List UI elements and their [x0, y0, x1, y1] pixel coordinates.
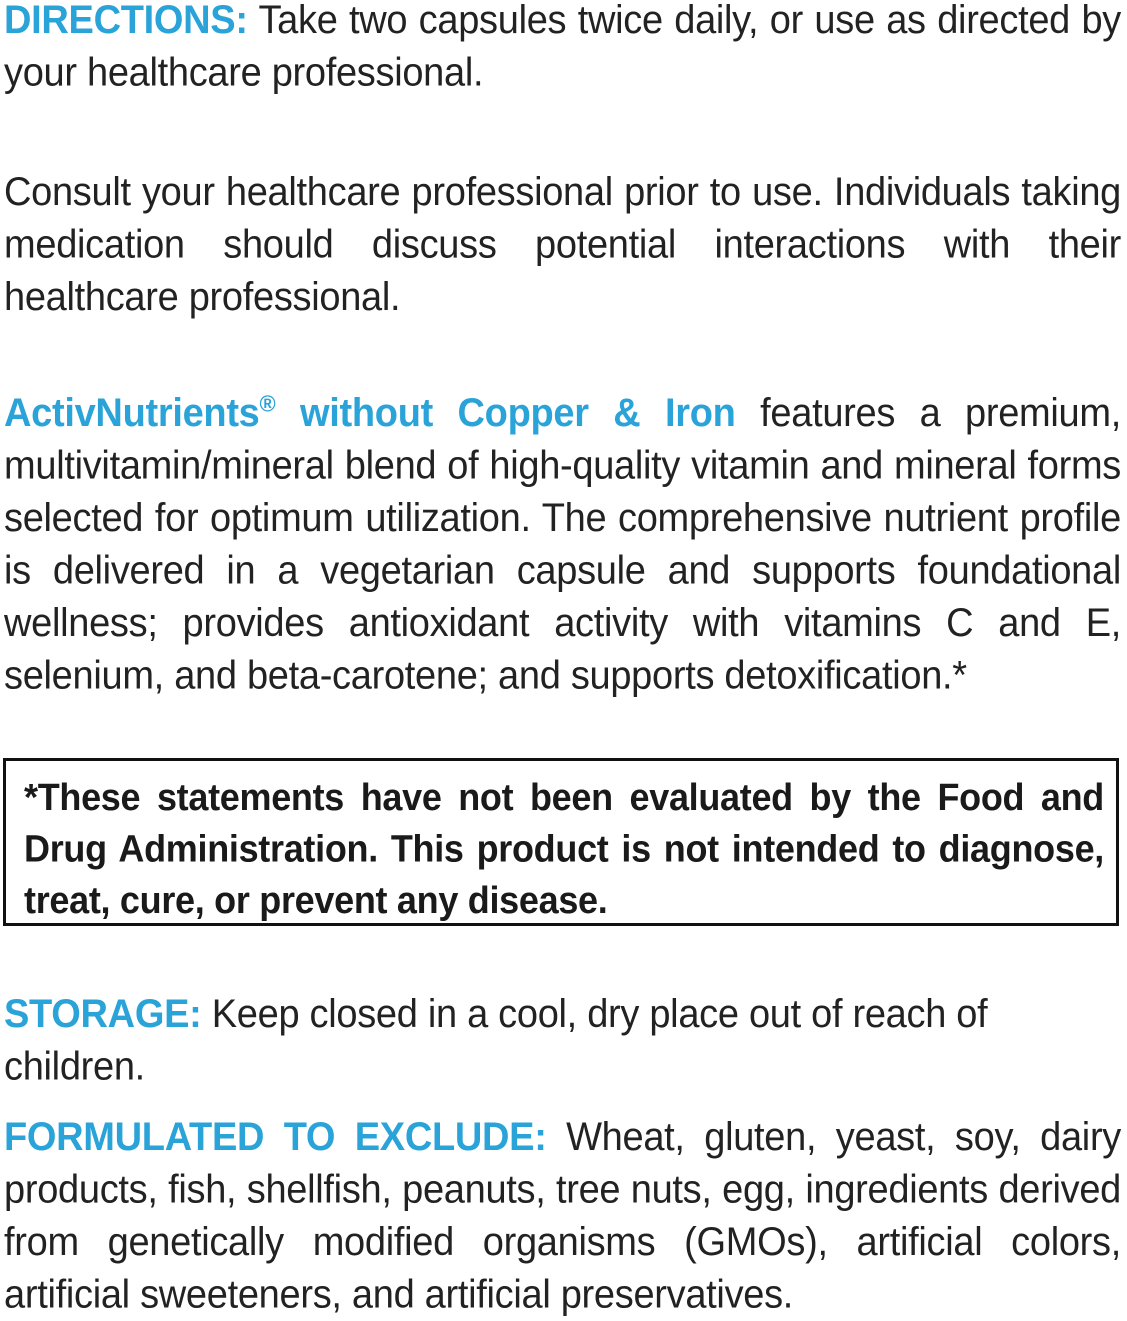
- consult-paragraph: Consult your healthcare professional prior to use. Individuals taking medication should discuss potential interactions with their healthcare professional.: [4, 170, 1121, 320]
- storage-paragraph: [4, 988, 1121, 1093]
- registered-mark: ®: [259, 390, 276, 417]
- fda-disclaimer-text: *These statements have not been evaluated by the Food and Drug Administration. This product is not intended to diagnose, treat, cure, or prevent any disease.: [24, 775, 1104, 922]
- storage-label: STORAGE:: [4, 992, 202, 1037]
- product-brand-name: ActivNutrients: [4, 391, 260, 436]
- product-description-text: features a premium, multivitamin/mineral blend of high-quality vitamin and mineral forms selected for optimum utilization. The comprehensive nutrient profile is delivered in a vegetarian capsule and supports foundational wellness; provides antioxidant activity with vitamins C and E, selenium, and beta-carotene; and supports detoxification.*: [4, 391, 1122, 698]
- exclusions-paragraph: [4, 1111, 1121, 1321]
- directions-text: Take two capsules twice daily, or use as directed by your healthcare professional.: [4, 0, 1121, 95]
- product-name-rest: without Copper & Iron: [275, 391, 736, 436]
- storage-text: Keep closed in a cool, dry place out of reach of children.: [4, 992, 988, 1089]
- product-description-paragraph: [4, 387, 1121, 702]
- exclusions-text: Wheat, gluten, yeast, soy, dairy products, fish, shellfish, peanuts, tree nuts, egg, ingredients derived from genetically modified organisms (GMOs), artificial colors, artificial sweeteners, and artificial preservatives.: [4, 1115, 1121, 1317]
- fda-disclaimer-box: [3, 758, 1119, 926]
- directions-label: DIRECTIONS:: [4, 0, 248, 43]
- exclusions-label: FORMULATED TO EXCLUDE:: [4, 1115, 547, 1160]
- directions-paragraph: [4, 0, 1121, 99]
